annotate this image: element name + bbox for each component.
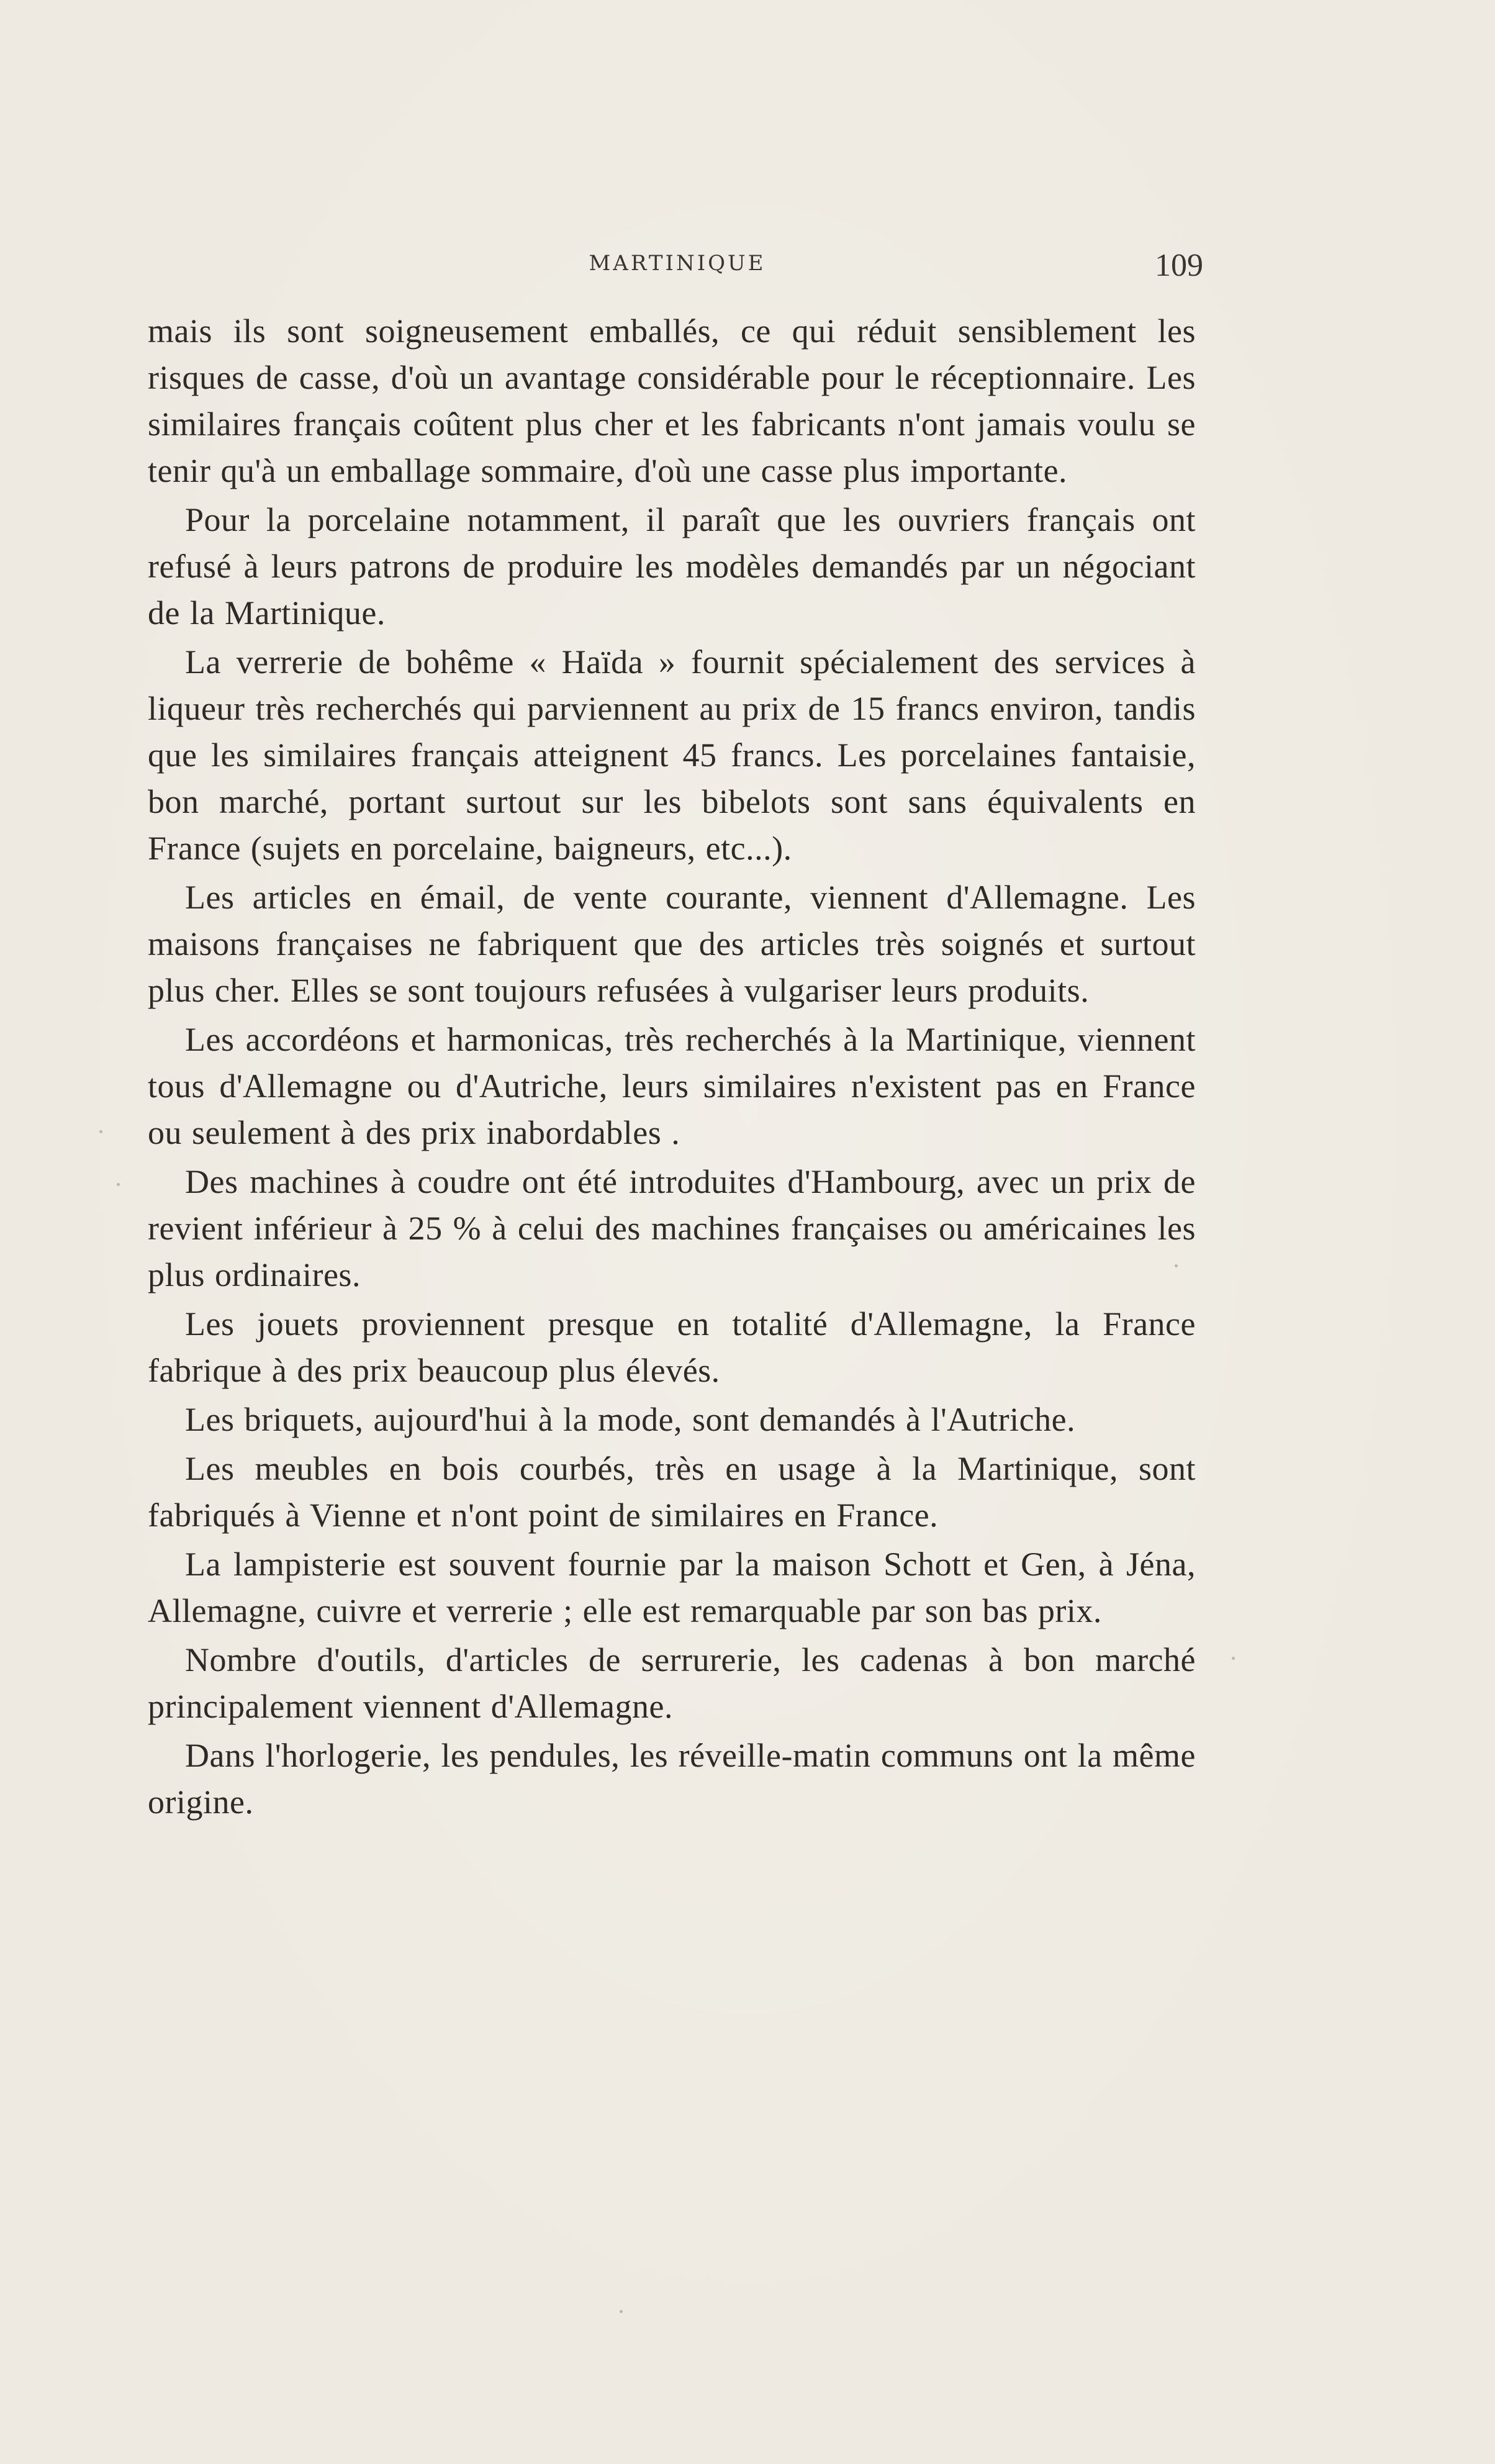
paragraph-tools: Nombre d'outils, d'articles de serrurerie, les cadenas à bon marché principalement viennent d'Allemagne. — [148, 1641, 1196, 1725]
paragraph-lamps: La lampisterie est souvent fournie par la maison Schott et Gen, à Jéna, Allemagne, cuivre et verrerie ; elle est remarquable par son bas prix. — [148, 1546, 1196, 1629]
body-text — [148, 308, 1196, 1828]
paragraph-lighters: Les briquets, aujourd'hui à la mode, sont demandés à l'Autriche. — [185, 1401, 1076, 1438]
paragraph-glassware: La verrerie de bohême « Haïda » fournit spécialement des services à liqueur très recherchés qui parviennent au prix de 15 francs environ, tandis que les similaires français atteignent 45 francs. Les porcelaines fantaisie, bon marché, portant surtout sur les bibelots sont sans équivalents en France (sujets en porcelaine, baigneurs, etc...). — [148, 643, 1196, 867]
page-number: 109 — [1155, 248, 1203, 283]
paragraph-packaging: mais ils sont soigneusement emballés, ce qui réduit sensiblement les risques de casse, d'où un avantage considérable pour le réceptionnaire. Les similaires français coûtent plus cher et les fabricants n'ont jamais voulu se tenir qu'à un emballage sommaire, d'où une casse plus importante. — [148, 312, 1196, 489]
paper-speck — [117, 1183, 120, 1186]
running-title: MARTINIQUE — [589, 251, 766, 276]
paragraph-clocks: Dans l'horlogerie, les pendules, les réveille-matin communs ont la même origine. — [148, 1737, 1196, 1821]
paragraph-sewing-machines: Des machines à coudre ont été introduites d'Hambourg, avec un prix de revient inférieur à 25 % à celui des machines françaises ou américaines les plus ordinaires. — [148, 1163, 1196, 1293]
paper-speck — [1232, 1657, 1235, 1660]
paper-speck — [620, 2310, 623, 2313]
paragraph-furniture: Les meubles en bois courbés, très en usage à la Martinique, sont fabriqués à Vienne et n'ont point de similaires en France. — [148, 1450, 1196, 1534]
paragraph-toys: Les jouets proviennent presque en totalité d'Allemagne, la France fabrique à des prix beaucoup plus élevés. — [148, 1305, 1196, 1389]
paragraph-accordions: Les accordéons et harmonicas, très recherchés à la Martinique, viennent tous d'Allemagne ou d'Autriche, leurs similaires n'existent pas en France ou seulement à des prix inabordables . — [148, 1021, 1196, 1151]
running-head — [148, 248, 1207, 288]
paragraph-enamel: Les articles en émail, de vente courante, viennent d'Allemagne. Les maisons françaises ne fabriquent que des articles très soignés et surtout plus cher. Elles se sont toujours refusées à vulgariser leurs produits. — [148, 879, 1196, 1009]
paper-speck — [1175, 1264, 1178, 1267]
paper-speck — [99, 1130, 102, 1133]
paragraph-porcelain: Pour la porcelaine notamment, il paraît que les ouvriers français ont refusé à leurs patrons de produire les modèles demandés par un négociant de la Martinique. — [148, 501, 1196, 632]
